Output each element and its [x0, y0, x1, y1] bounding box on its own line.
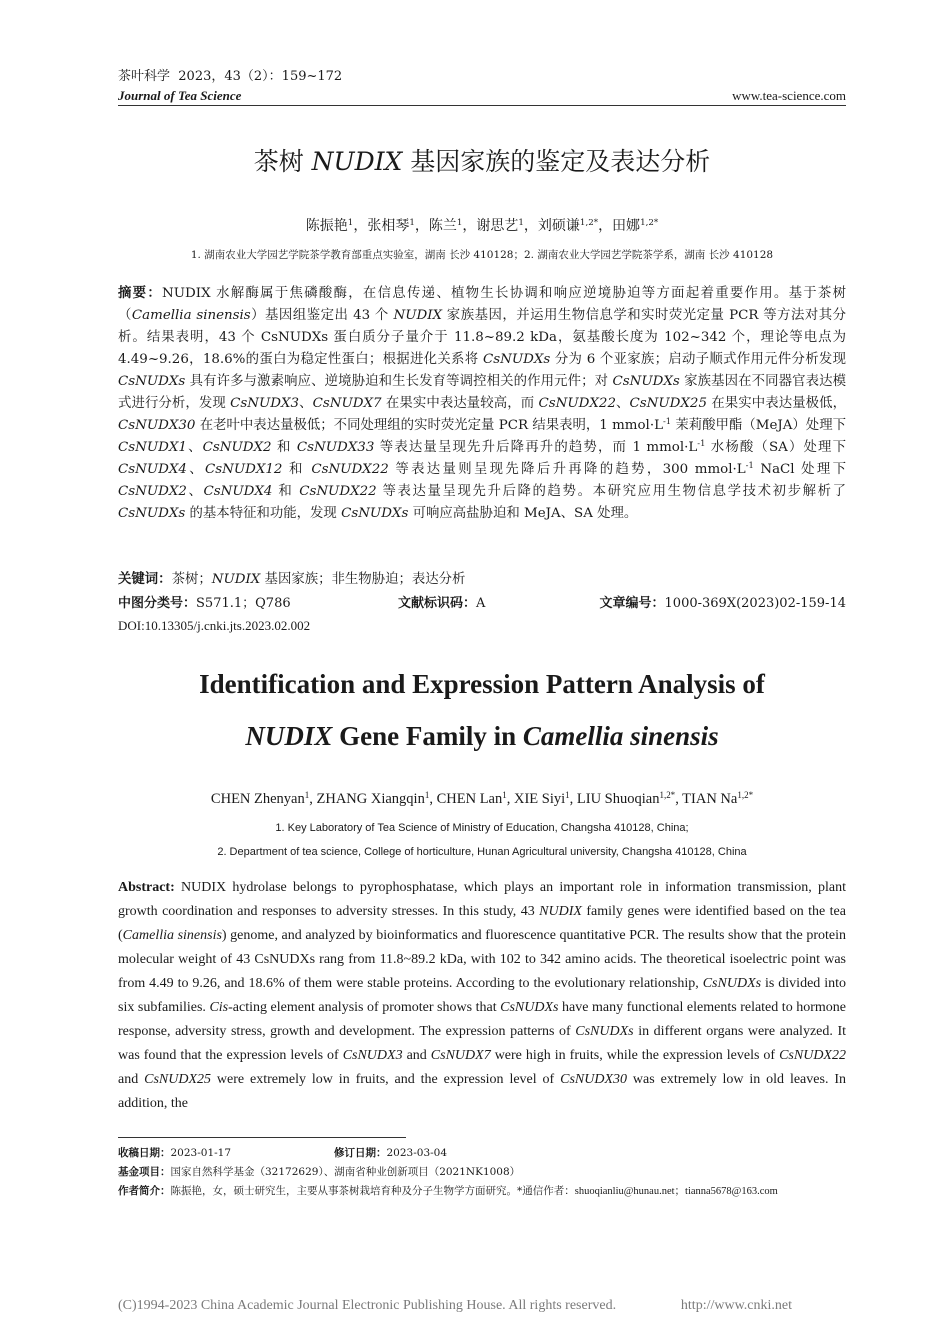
text-run: , XIE Siyi: [506, 791, 566, 807]
footnote-divider: [118, 1137, 406, 1138]
received-label: 收稿日期：: [118, 1147, 171, 1159]
italic-term: CsNUDX7: [430, 1048, 491, 1063]
watermark-copyright: (C)1994-2023 China Academic Journal Electronic Publishing House. All rights reserved.: [118, 1298, 617, 1313]
italic-term: CsNUDX1: [118, 440, 187, 455]
italic-term: CsNUDX30: [118, 418, 196, 433]
italic-term: CsNUDX30: [560, 1072, 628, 1087]
text-run: were high in fruits, while the expression levels of: [490, 1048, 780, 1063]
italic-term: Camellia sinensis: [122, 928, 222, 943]
text-run: 茶树；: [171, 572, 212, 587]
text-run: 分为 6 个亚家族；启动子顺式作用元件分析发现: [550, 352, 846, 367]
text-run: ) genome, and analyzed by bioinformatics and fluorescence quantitative PCR. The results show that the protein molecular weight of 43 CsNUDXs rang from 11.8~89.2 kDa, with 102 to 342 amino acids. The theoretical isoelectric point was from 4.49 to 9.26, and 18.6% of them were stable proteins. According to the evolutionary relationship,: [118, 928, 846, 991]
superscript: 1,2*: [737, 790, 754, 801]
superscript: -1: [697, 438, 706, 449]
journal-website-link[interactable]: www.tea-science.com: [732, 88, 846, 103]
italic-term: CsNUDX33: [296, 440, 375, 455]
italic-term: CsNUDX25: [144, 1072, 212, 1087]
funding-text: 国家自然科学基金（32172629）、湖南省种业创新项目（2021NK1008）: [170, 1166, 521, 1178]
italic-term: CsNUDX2: [118, 484, 187, 499]
italic-term: CsNUDX4: [203, 484, 273, 499]
author-bio-text: 陈振艳，女，硕士研究生，主要从事茶树栽培育种及分子生物学方面研究。*通信作者：: [170, 1185, 575, 1197]
text-run: Identification and Expression Pattern Analysis of: [199, 669, 765, 699]
abstract-en-text: [118, 880, 846, 1111]
text-run: 基因家族的鉴定及表达分析: [402, 147, 711, 176]
italic-term: NUDIX: [211, 572, 261, 587]
text-run: was extremely low in old leaves. In addition, the: [118, 1072, 847, 1111]
superscript: 1: [565, 790, 570, 801]
article-title-cn: [118, 146, 846, 178]
affiliation-en-1: 1. Key Laboratory of Tea Science of Ministry of Education, Changsha 410128, China;: [275, 822, 689, 834]
text-run: CHEN Zhenyan: [210, 791, 305, 807]
text-run: 茶树: [253, 147, 312, 176]
text-run: ，陈兰: [414, 218, 457, 234]
article-no-value: 1000-369X(2023)02-159-14: [664, 596, 846, 611]
italic-term: Camellia sinensis: [522, 721, 719, 751]
superscript: 1: [502, 790, 507, 801]
author-list-en: [118, 788, 846, 810]
text-run: 、: [186, 462, 205, 477]
text-run: 基因家族；非生物胁迫；表达分析: [260, 572, 466, 587]
text-run: 家族基因，并运用生物信息学和实时荧光定量 PCR 等方法对其分析。结果表明，43 个 CsNUDXs 蛋白质分子量介于 11.8~89.2 kDa，氨基酸长度为 102~342 个，理论等电点为 4.49~9.26，18.6%的蛋白为稳定性蛋白；根据进化关系将: [118, 308, 847, 367]
text-run: have many functional elements related to hormone response, adversity stress, growth and development. The expression patterns of: [118, 1000, 846, 1039]
journal-name-cn: 茶叶科学: [118, 69, 171, 84]
article-number: [600, 593, 846, 615]
text-run: 、: [186, 484, 204, 499]
superscript: -1: [662, 416, 672, 427]
text-run: 茉莉酸甲酯（MeJA）处理下: [671, 418, 846, 433]
article-title-en-line-1: [118, 662, 846, 706]
text-run: 和: [271, 440, 297, 455]
superscript: 1,2*: [659, 790, 676, 801]
journal-issue-cn: 2023，43（2）：159~172: [178, 69, 343, 84]
funding-label: 基金项目：: [118, 1166, 171, 1178]
received-date: 2023-01-17: [170, 1147, 232, 1159]
doi-link[interactable]: 10.13305/j.cnki.jts.2023.02.002: [144, 618, 311, 633]
italic-term: CsNUDXs: [118, 374, 186, 389]
italic-term: Camellia sinensis: [131, 308, 251, 323]
text-run: , ZHANG Xiangqin: [309, 791, 425, 807]
text-run: 、: [186, 440, 203, 455]
text-run: 等表达量则呈现先降后升再降的趋势，300 mmol·L: [388, 462, 746, 477]
italic-term: CsNUDX22: [538, 396, 616, 411]
text-run: 等表达量呈现先升后降的趋势。本研究应用生物信息学技术初步解析了: [376, 484, 847, 499]
affiliation-en-2: 2. Department of tea science, College of horticulture, Hunan Agricultural university, Changsha 410128, China: [217, 846, 747, 858]
italic-term: CsNUDX3: [342, 1048, 403, 1063]
affiliations-cn: 1. 湖南农业大学园艺学院茶学教育部重点实验室，湖南 长沙 410128；2. 湖南农业大学园艺学院茶学系，湖南 长沙 410128: [190, 249, 774, 261]
italic-term: CsNUDX22: [311, 462, 389, 477]
italic-term: Cis: [209, 1000, 229, 1015]
italic-term: NUDIX: [245, 721, 333, 751]
italic-term: CsNUDX3: [230, 396, 300, 411]
italic-term: CsNUDXs: [612, 374, 680, 389]
keywords-cn: [118, 569, 846, 591]
abstract-en: [118, 876, 846, 1116]
text-run: 和: [272, 484, 300, 499]
italic-term: CsNUDXs: [118, 506, 186, 521]
revised-date: 2023-03-04: [386, 1147, 448, 1159]
italic-term: CsNUDX22: [299, 484, 377, 499]
doc-code-value: A: [476, 596, 486, 611]
doc-code-label: 文献标识码：: [398, 596, 477, 611]
text-run: were extremely low in fruits, and the expression level of: [211, 1072, 561, 1087]
footnote-author-bio: [118, 1184, 778, 1199]
cnki-watermark: [118, 1297, 792, 1315]
clc-value: S571.1；Q786: [196, 596, 291, 611]
text-run: in different organs were analyzed. It was found that the expression levels of: [118, 1024, 846, 1063]
footnote-funding: [118, 1165, 520, 1179]
italic-term: CsNUDX25: [629, 396, 707, 411]
text-run: ，田娜: [598, 218, 641, 234]
abstract-cn-text: [118, 286, 846, 521]
superscript: 1,2*: [579, 218, 599, 229]
italic-term: CsNUDXs: [702, 976, 762, 991]
text-run: ，张相琴: [353, 218, 410, 234]
superscript: 1: [518, 218, 524, 229]
italic-term: CsNUDXs: [341, 506, 409, 521]
header-divider: [118, 105, 846, 106]
italic-term: CsNUDXs: [500, 1000, 559, 1015]
text-run: , CHEN Lan: [429, 791, 503, 807]
text-run: 的基本特征和功能，发现: [185, 506, 342, 521]
text-run: NUDIX 水解酶属于焦磷酸酶，在信息传递、植物生长协调和响应逆境胁迫等方面起着重要作用。基于茶树（: [118, 286, 846, 323]
clc-number: [118, 593, 291, 615]
footnote-dates: [118, 1146, 448, 1160]
italic-term: NUDIX: [539, 904, 582, 919]
text-run: 在果实中表达量较高，而: [381, 396, 539, 411]
article-title-en: [118, 662, 846, 758]
italic-term: CsNUDX7: [312, 396, 382, 411]
email-link-2[interactable]: tianna5678@163.com: [685, 1186, 778, 1197]
document-code: [398, 593, 485, 615]
text-run: and: [402, 1048, 431, 1063]
text-run: 陈振艳: [305, 218, 348, 234]
journal-citation-cn: [118, 69, 342, 85]
italic-term: CsNUDX2: [202, 440, 272, 455]
article-no-label: 文章编号：: [599, 596, 665, 611]
italic-term: NUDIX: [311, 147, 403, 176]
italic-term: CsNUDX12: [204, 462, 283, 477]
superscript: 1: [409, 218, 415, 229]
italic-term: CsNUDXs: [575, 1024, 634, 1039]
abstract-en-label: Abstract:: [118, 880, 175, 895]
text-run: 在果实中表达量极低，: [706, 396, 847, 411]
text-run: Gene Family in: [332, 721, 523, 751]
revised-date-block: [334, 1146, 447, 1160]
superscript: 1: [424, 790, 430, 801]
article-title-en-line-2: [118, 714, 846, 758]
superscript: 1,2*: [640, 218, 659, 229]
text-run: 和: [282, 462, 312, 477]
text-run: -acting element analysis of promoter shows that: [228, 1000, 501, 1015]
abstract-cn: [118, 283, 846, 525]
text-run: 等表达量呈现先升后降再升的趋势，而 1 mmol·L: [374, 440, 698, 455]
doi-label: DOI:: [118, 618, 145, 633]
italic-term: CsNUDX4: [118, 462, 187, 477]
keywords-cn-label: 关键词：: [118, 572, 172, 587]
superscript: 1: [456, 218, 463, 229]
text-run: , TIAN Na: [675, 791, 738, 807]
classification-row: [118, 593, 846, 615]
text-run: 家族基因在不同器官表达模式进行分析，发现: [118, 374, 846, 411]
superscript: -1: [745, 460, 754, 471]
text-run: , LIU Shuoqian: [569, 791, 660, 807]
text-run: family genes were identified based on the tea (: [118, 904, 846, 943]
abstract-cn-label: 摘要：: [118, 286, 163, 301]
email-link-1[interactable]: shuoqianliu@hunau.net: [574, 1186, 675, 1197]
text-run: 具有许多与激素响应、逆境胁迫和生长发育等调控相关的作用元件；对: [185, 374, 613, 389]
text-run: 、: [615, 396, 630, 411]
text-run: is divided into six subfamilies.: [118, 976, 846, 1015]
text-run: NUDIX hydrolase belongs to pyrophosphatase, which plays an important role in information transmission, plant growth coordination and responses to adversity stresses. In this study, 43: [118, 880, 846, 919]
author-list-cn: [118, 216, 846, 236]
text-run: ，刘硕谦: [523, 218, 580, 234]
superscript: 1: [347, 218, 354, 229]
text-run: ）基因组鉴定出 43 个: [250, 308, 394, 323]
italic-term: CsNUDX22: [779, 1048, 846, 1063]
revised-label: 修订日期：: [334, 1147, 387, 1159]
email-separator: ；: [674, 1185, 686, 1197]
cnki-link[interactable]: http://www.cnki.net: [680, 1298, 792, 1313]
text-run: NaCl 处理下: [753, 462, 847, 477]
text-run: 可响应高盐胁迫和 MeJA、SA 处理。: [408, 506, 638, 521]
keywords-cn-text: [172, 572, 466, 587]
clc-label: 中图分类号：: [118, 596, 197, 611]
italic-term: CsNUDXs: [483, 352, 551, 367]
superscript: 1: [304, 790, 310, 801]
doi: [118, 615, 310, 637]
author-bio-label: 作者简介：: [118, 1185, 171, 1197]
text-run: ，谢思艺: [462, 218, 519, 234]
italic-term: NUDIX: [393, 308, 443, 323]
text-run: 水杨酸（SA）处理下: [705, 440, 846, 455]
text-run: and: [118, 1072, 145, 1087]
text-run: 、: [299, 396, 313, 411]
journal-name-en: Journal of Tea Science: [118, 88, 242, 103]
text-run: 在老叶中表达量极低；不同处理组的实时荧光定量 PCR 结果表明，1 mmol·L: [195, 418, 663, 433]
